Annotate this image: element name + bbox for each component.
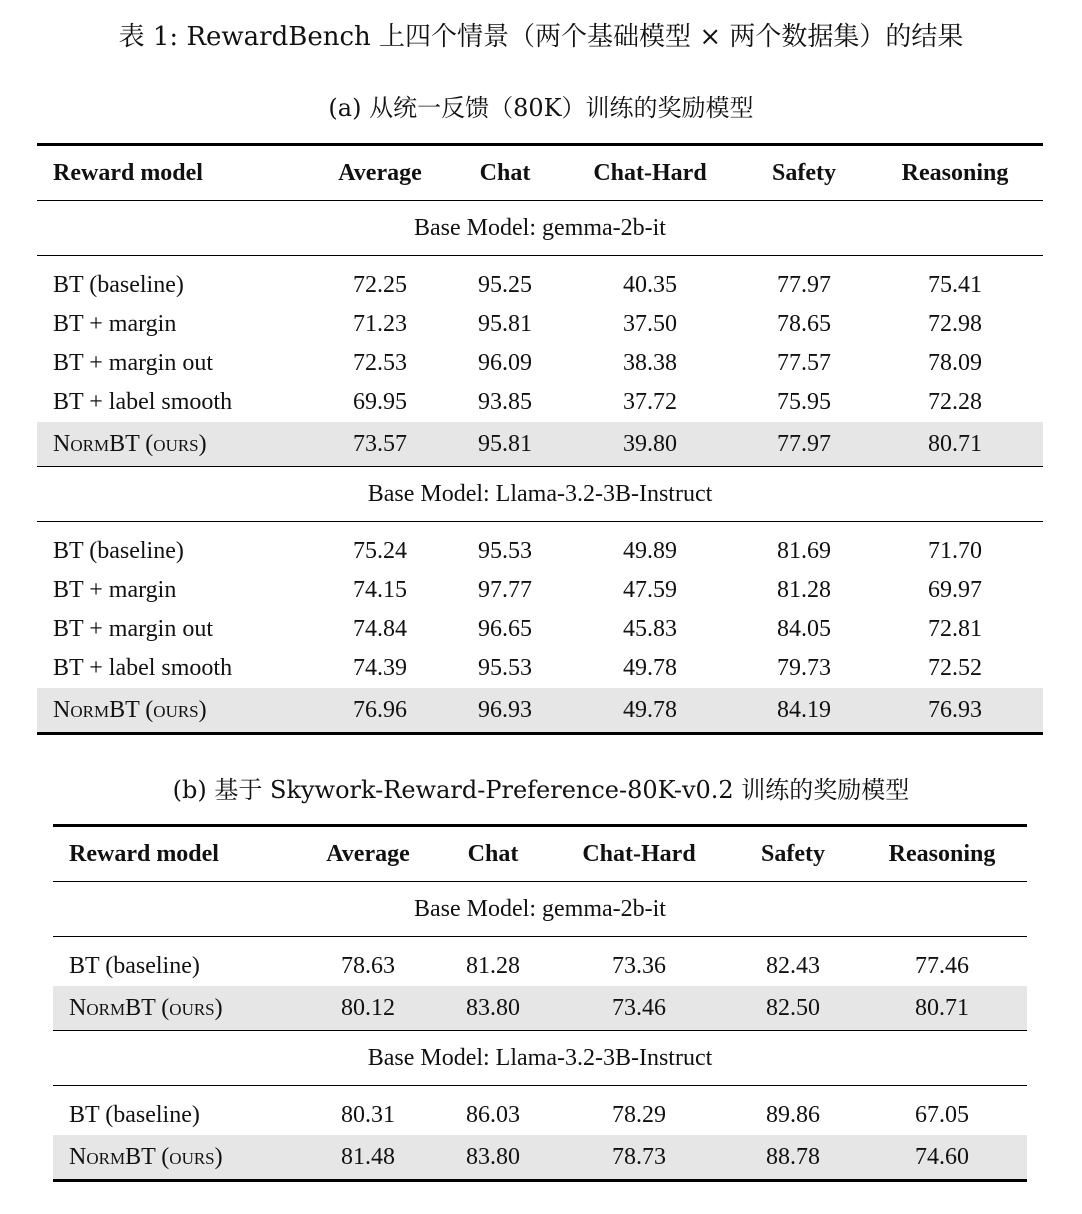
ours-row [37, 688, 1043, 734]
score-cell: 78.09 [928, 350, 982, 376]
score-cell: 47.59 [623, 577, 677, 603]
table-row [37, 383, 1043, 422]
score-cell: 96.09 [478, 350, 532, 376]
score-cell: 80.31 [341, 1102, 395, 1128]
table-row [37, 522, 1043, 572]
model-name: BT + margin out [53, 350, 213, 376]
column-header: Reward model [37, 145, 309, 201]
results-table-a [37, 143, 1043, 735]
score-cell: 81.69 [777, 538, 831, 564]
section-row [37, 201, 1043, 256]
score-cell: 40.35 [623, 272, 677, 298]
score-cell: 67.05 [915, 1102, 969, 1128]
results-table-b [53, 824, 1027, 1182]
model-name: BT + margin [53, 577, 177, 603]
subcaption-a: (a) 从统一反馈（80K）训练的奖励模型 [328, 94, 754, 122]
score-cell: 76.93 [867, 688, 1043, 734]
score-cell: 74.84 [353, 616, 407, 642]
section-title: Base Model: Llama-3.2-3B-Instruct [37, 467, 1043, 522]
score-cell: 78.65 [777, 311, 831, 337]
header-row [37, 145, 1043, 201]
score-cell: 81.28 [466, 953, 520, 979]
score-cell: 39.80 [559, 422, 741, 467]
score-cell: 38.38 [623, 350, 677, 376]
score-cell: 95.25 [478, 272, 532, 298]
score-cell: 80.12 [299, 986, 437, 1031]
score-cell: 73.57 [309, 422, 451, 467]
score-cell: 81.28 [777, 577, 831, 603]
model-name: BT + margin out [53, 616, 213, 642]
score-cell: 73.46 [549, 986, 729, 1031]
score-cell: 95.81 [451, 422, 559, 467]
model-name-ours: NormBT (ours) [53, 1135, 299, 1181]
score-cell: 69.95 [353, 389, 407, 415]
table-row [37, 256, 1043, 306]
section-row [53, 1031, 1027, 1086]
model-name: BT + label smooth [53, 655, 233, 681]
score-cell: 79.73 [777, 655, 831, 681]
score-cell: 81.48 [299, 1135, 437, 1181]
score-cell: 76.96 [309, 688, 451, 734]
column-header: Reasoning [867, 145, 1043, 201]
table-row [53, 1086, 1027, 1136]
score-cell: 37.50 [623, 311, 677, 337]
table-row [37, 344, 1043, 383]
column-header: Reasoning [857, 826, 1027, 882]
score-cell: 89.86 [766, 1102, 820, 1128]
score-cell: 96.93 [451, 688, 559, 734]
score-cell: 74.39 [353, 655, 407, 681]
score-cell: 49.78 [559, 688, 741, 734]
subcaption-b: (b) 基于 Skywork-Reward-Preference-80K-v0.2 训练的奖励模型 [172, 776, 910, 804]
table-row [37, 305, 1043, 344]
model-name-ours: NormBT (ours) [37, 422, 309, 467]
score-cell: 75.41 [928, 272, 982, 298]
section-title: Base Model: gemma-2b-it [37, 201, 1043, 256]
ours-row [37, 422, 1043, 467]
table-row [37, 649, 1043, 688]
score-cell: 72.98 [928, 311, 982, 337]
section-title: Base Model: Llama-3.2-3B-Instruct [53, 1031, 1027, 1086]
score-cell: 71.23 [353, 311, 407, 337]
score-cell: 45.83 [623, 616, 677, 642]
table-row [53, 937, 1027, 987]
score-cell: 84.05 [777, 616, 831, 642]
model-name: BT (baseline) [69, 1102, 200, 1128]
score-cell: 88.78 [729, 1135, 857, 1181]
score-cell: 49.89 [623, 538, 677, 564]
score-cell: 78.63 [341, 953, 395, 979]
score-cell: 74.60 [857, 1135, 1027, 1181]
model-name: BT + label smooth [53, 389, 233, 415]
score-cell: 37.72 [623, 389, 677, 415]
score-cell: 84.19 [741, 688, 867, 734]
ours-row [53, 1135, 1027, 1181]
score-cell: 72.81 [928, 616, 982, 642]
column-header: Chat-Hard [549, 826, 729, 882]
score-cell: 49.78 [623, 655, 677, 681]
score-cell: 69.97 [928, 577, 982, 603]
score-cell: 80.71 [867, 422, 1043, 467]
score-cell: 86.03 [466, 1102, 520, 1128]
score-cell: 73.36 [612, 953, 666, 979]
score-cell: 78.73 [549, 1135, 729, 1181]
score-cell: 82.43 [766, 953, 820, 979]
score-cell: 71.70 [928, 538, 982, 564]
score-cell: 82.50 [729, 986, 857, 1031]
model-name: BT (baseline) [53, 272, 184, 298]
column-header: Safety [729, 826, 857, 882]
score-cell: 97.77 [478, 577, 532, 603]
model-name: BT (baseline) [53, 538, 184, 564]
model-name: BT + margin [53, 311, 177, 337]
column-header: Average [299, 826, 437, 882]
score-cell: 72.52 [928, 655, 982, 681]
section-row [37, 467, 1043, 522]
table-caption: 表 1: RewardBench 上四个情景（两个基础模型 × 两个数据集）的结果 [118, 22, 964, 52]
score-cell: 95.53 [478, 538, 532, 564]
score-cell: 80.71 [857, 986, 1027, 1031]
column-header: Chat [437, 826, 549, 882]
model-name: BT (baseline) [69, 953, 200, 979]
score-cell: 74.15 [353, 577, 407, 603]
score-cell: 95.53 [478, 655, 532, 681]
model-name-ours: NormBT (ours) [53, 986, 299, 1031]
score-cell: 75.24 [353, 538, 407, 564]
column-header: Chat-Hard [559, 145, 741, 201]
section-row [53, 882, 1027, 937]
score-cell: 75.95 [777, 389, 831, 415]
header-row [53, 826, 1027, 882]
table-row [37, 571, 1043, 610]
ours-row [53, 986, 1027, 1031]
score-cell: 83.80 [437, 986, 549, 1031]
column-header: Chat [451, 145, 559, 201]
section-title: Base Model: gemma-2b-it [53, 882, 1027, 937]
score-cell: 72.28 [928, 389, 982, 415]
score-cell: 77.57 [777, 350, 831, 376]
score-cell: 77.46 [915, 953, 969, 979]
score-cell: 78.29 [612, 1102, 666, 1128]
score-cell: 72.25 [353, 272, 407, 298]
score-cell: 95.81 [478, 311, 532, 337]
score-cell: 72.53 [353, 350, 407, 376]
score-cell: 96.65 [478, 616, 532, 642]
column-header: Average [309, 145, 451, 201]
score-cell: 77.97 [741, 422, 867, 467]
column-header: Safety [741, 145, 867, 201]
table-row [37, 610, 1043, 649]
score-cell: 77.97 [777, 272, 831, 298]
score-cell: 93.85 [478, 389, 532, 415]
model-name-ours: NormBT (ours) [37, 688, 309, 734]
score-cell: 83.80 [437, 1135, 549, 1181]
column-header: Reward model [53, 826, 299, 882]
